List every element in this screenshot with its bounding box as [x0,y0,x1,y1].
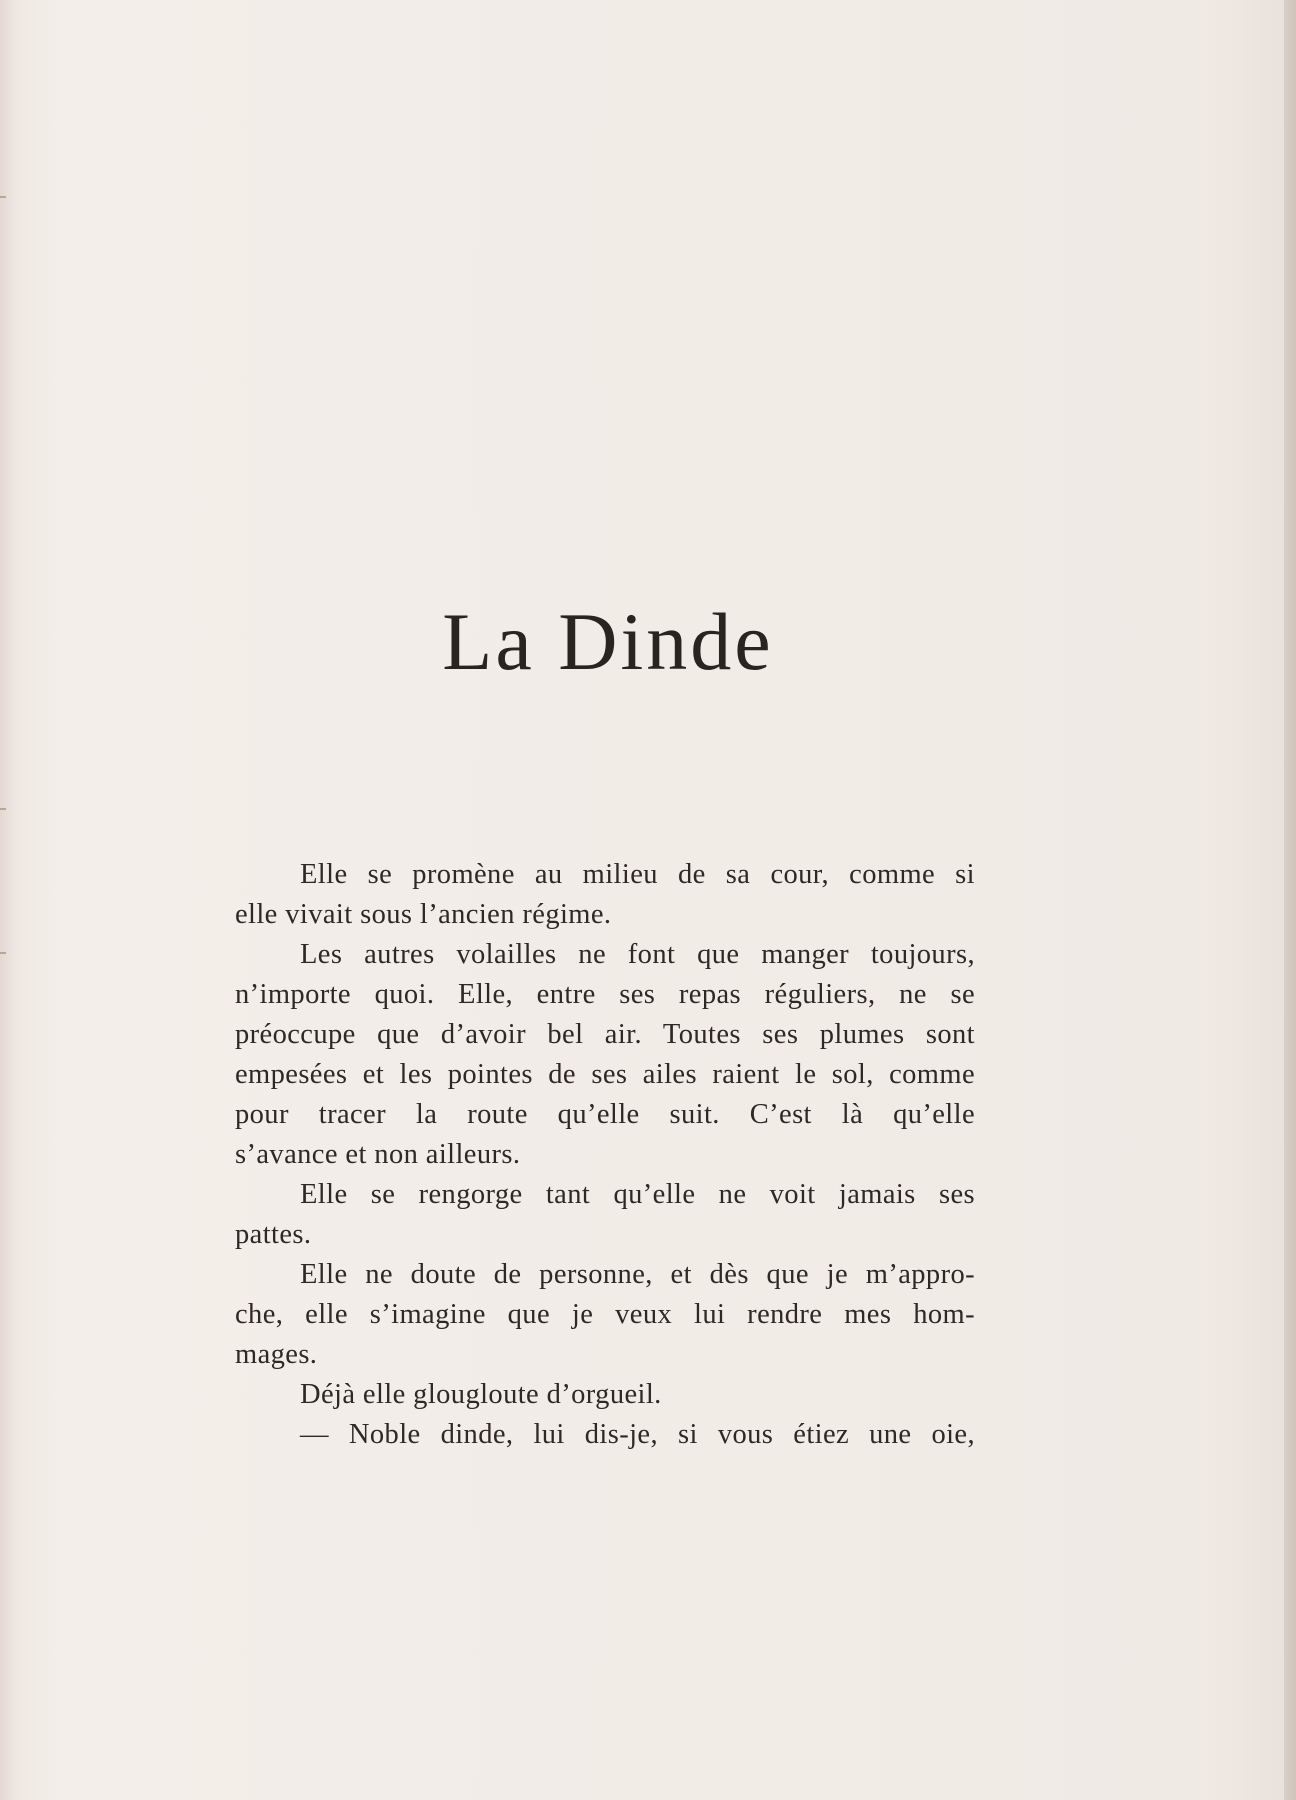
text-line: s’avance et non ailleurs. [235,1139,521,1170]
text-line: Déjà elle glougloute d’orgueil. [300,1379,662,1410]
text-line: n’importe quoi. Elle, entre ses repas réguliers, ne se [235,979,975,1010]
text-line: mages. [235,1339,318,1370]
text-line: Elle ne doute de personne, et dès que je m’appro- [300,1259,975,1290]
text-line: préoccupe que d’avoir bel air. Toutes ses plumes sont [235,1019,975,1050]
text-line: Elle se rengorge tant qu’elle ne voit jamais ses [300,1179,975,1210]
text-line: che, elle s’imagine que je veux lui rendre mes hom- [235,1299,975,1330]
text-line: pour tracer la route qu’elle suit. C’est là qu’elle [235,1099,975,1130]
text-line: pattes. [235,1219,312,1250]
text-line: empesées et les pointes de ses ailes raient le sol, comme [235,1059,975,1090]
text-line: elle vivait sous l’ancien régime. [235,899,612,930]
binding-mark [0,952,6,954]
page-title: La Dinde [442,596,774,687]
binding-mark [0,196,6,198]
text-line: Elle se promène au milieu de sa cour, comme si [300,859,975,890]
text-line: Les autres volailles ne font que manger toujours, [300,939,975,970]
text-line: — Noble dinde, lui dis-je, si vous étiez une oie, [300,1419,975,1450]
body-text [235,855,975,1455]
page-edge [1284,0,1296,1800]
binding-mark [0,808,6,810]
